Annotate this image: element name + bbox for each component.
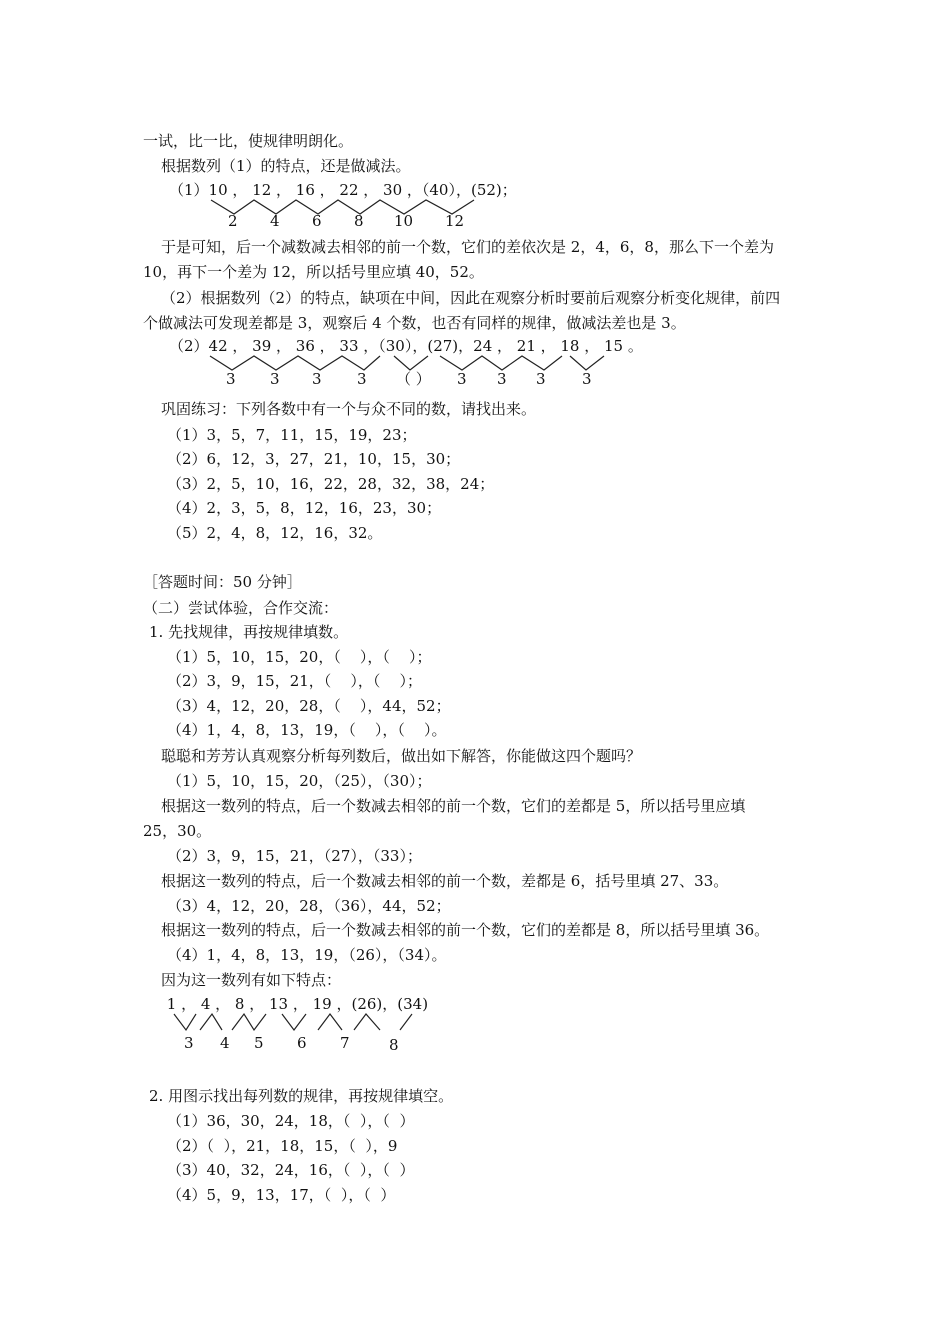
q1-item: （1）5，10，15，20，（ ），（ ）； xyxy=(167,648,432,666)
ex2-zigzag-line-c xyxy=(440,356,562,370)
answer-4-diff: 5 xyxy=(254,1034,264,1052)
practice-item: （3）2，5，10，16，22，28，32，38，24； xyxy=(167,475,495,493)
answer-4-sequence: 1 ， 4 ， 8 ， 13 ， 19 ，(26)，(34) xyxy=(162,995,429,1013)
ex2-explain-1: （2）根据数列（2）的特点，缺项在中间，因此在观察分析时要前后观察分析变化规律，前四 xyxy=(161,289,781,307)
ex1-explain-2: 10，再下一个差为 12，所以括号里应填 40，52。 xyxy=(143,263,484,281)
answer-3-explain: 根据这一数列的特点，后一个数减去相邻的前一个数，它们的差都是 8，所以括号里填 36。 xyxy=(161,921,770,939)
ex1-diff: 10 xyxy=(394,212,414,230)
answer-4-zigzag-line xyxy=(400,1014,412,1030)
ex1-diff: 2 xyxy=(228,212,238,230)
ex2-diff: 3 xyxy=(357,370,367,388)
ex2-diff-blank: （ ） xyxy=(396,370,431,388)
q2-item: （3）40，32，24，16，（ ），（ ） xyxy=(167,1161,415,1179)
answer-1-explain-1: 根据这一数列的特点，后一个数减去相邻的前一个数，它们的差都是 5，所以括号里应填 xyxy=(161,797,746,815)
answer-4-diff: 8 xyxy=(389,1036,399,1054)
ex1-diff: 4 xyxy=(270,212,280,230)
answer-2-explain: 根据这一数列的特点，后一个数减去相邻的前一个数，差都是 6，括号里填 27、33。 xyxy=(161,872,729,890)
ex2-diff: 3 xyxy=(226,370,236,388)
q2-item: （4）5，9，13，17，（ ），（ ） xyxy=(167,1186,396,1204)
answer-4-zigzag-line xyxy=(282,1014,306,1030)
answer-3: （3）4，12，20，28，（36），44，52； xyxy=(167,897,451,915)
practice-item: （1）3，5，7，11，15，19，23； xyxy=(167,426,417,444)
answer-4-diff: 4 xyxy=(220,1034,230,1052)
q1-item: （3）4，12，20，28，（ ），44，52； xyxy=(167,697,451,715)
practice-item: （5）2，4，8，12，16，32。 xyxy=(167,524,383,542)
q2-title: 2. 用图示找出每列数的规律，再按规律填空。 xyxy=(149,1087,454,1105)
ex2-zigzag-line-a xyxy=(210,356,380,370)
ex2-diff: 3 xyxy=(497,370,507,388)
answer-4-diff: 6 xyxy=(297,1034,307,1052)
q1-item: （4）1，4，8，13，19，（ ），（ ）。 xyxy=(167,721,447,739)
practice-item: （4）2，3，5，8，12，16，23，30； xyxy=(167,499,442,517)
ex2-diff: 3 xyxy=(312,370,322,388)
ex1-diff: 6 xyxy=(312,212,322,230)
q2-item: （1）36，30，24，18，（ ），（ ） xyxy=(167,1112,415,1130)
ex2-zigzag-line-b xyxy=(394,356,428,370)
time-note: ［答题时间：50 分钟］ xyxy=(143,573,302,591)
intro-line-1: 一试，比一比，使规律明朗化。 xyxy=(143,132,354,150)
ex2-sequence: （2）42 ， 39 ， 36 ， 33 ，（30），(27)，24 ， 21 ， 18 ， 15 。 xyxy=(169,337,643,355)
ex1-explain-1: 于是可知，后一个减数减去相邻的前一个数，它们的差依次是 2，4，6，8，那么下一个差为 xyxy=(161,238,774,256)
answer-4-zigzag-line xyxy=(174,1014,196,1030)
ex1-zigzag-line xyxy=(211,200,474,214)
ex2-zigzag-line-d xyxy=(570,356,604,370)
answer-1: （1）5，10，15，20，（25），（30）； xyxy=(167,772,432,790)
answer-4-diff: 7 xyxy=(340,1034,350,1052)
q1-title: 1. 先找规律，再按规律填数。 xyxy=(149,623,349,641)
section2-intro: 聪聪和芳芳认真观察分析每列数后，做出如下解答，你能做这四个题吗？ xyxy=(161,747,642,765)
ex2-diff: 3 xyxy=(582,370,592,388)
answer-4-zigzag-line xyxy=(318,1014,342,1030)
practice-item: （2）6，12，3，27，21，10，15，30； xyxy=(167,450,461,468)
section2-heading: （二）尝试体验，合作交流： xyxy=(143,599,339,617)
answer-4: （4）1，4，8，13，19，（26），（34）。 xyxy=(167,946,447,964)
answer-1-explain-2: 25，30。 xyxy=(143,822,212,840)
ex2-diff: 3 xyxy=(457,370,467,388)
q2-item: （2）（ ），21，18，15，（ ），9 xyxy=(167,1137,398,1155)
answer-4-zigzag-line xyxy=(232,1014,266,1030)
ex1-sequence: （1）10 ， 12 ， 16 ， 22 ， 30 ，（40），(52)； xyxy=(169,181,517,199)
ex2-diff: 3 xyxy=(536,370,546,388)
ex1-zigzag xyxy=(0,196,950,236)
practice-title: 巩固练习：下列各数中有一个与众不同的数，请找出来。 xyxy=(161,400,537,418)
answer-4-zigzag-line xyxy=(200,1014,222,1030)
answer-4-zigzag-line xyxy=(354,1014,380,1030)
intro-line-2: 根据数列（1）的特点，还是做减法。 xyxy=(161,157,411,175)
answer-4-explain: 因为这一数列有如下特点： xyxy=(161,971,342,989)
answer-4-diff: 3 xyxy=(184,1034,194,1052)
q1-item: （2）3，9，15，21，（ ），（ ）； xyxy=(167,672,422,690)
answer-2: （2）3，9，15，21，（27），（33）； xyxy=(167,847,422,865)
answer-4-zigzag xyxy=(0,1010,950,1050)
ex2-explain-2: 个做减法可发现差都是 3，观察后 4 个数，也否有同样的规律，做减法差也是 3。 xyxy=(143,314,686,332)
ex1-diff: 8 xyxy=(354,212,364,230)
ex2-diff: 3 xyxy=(270,370,280,388)
ex2-zigzag xyxy=(0,352,950,392)
ex1-diff: 12 xyxy=(445,212,465,230)
